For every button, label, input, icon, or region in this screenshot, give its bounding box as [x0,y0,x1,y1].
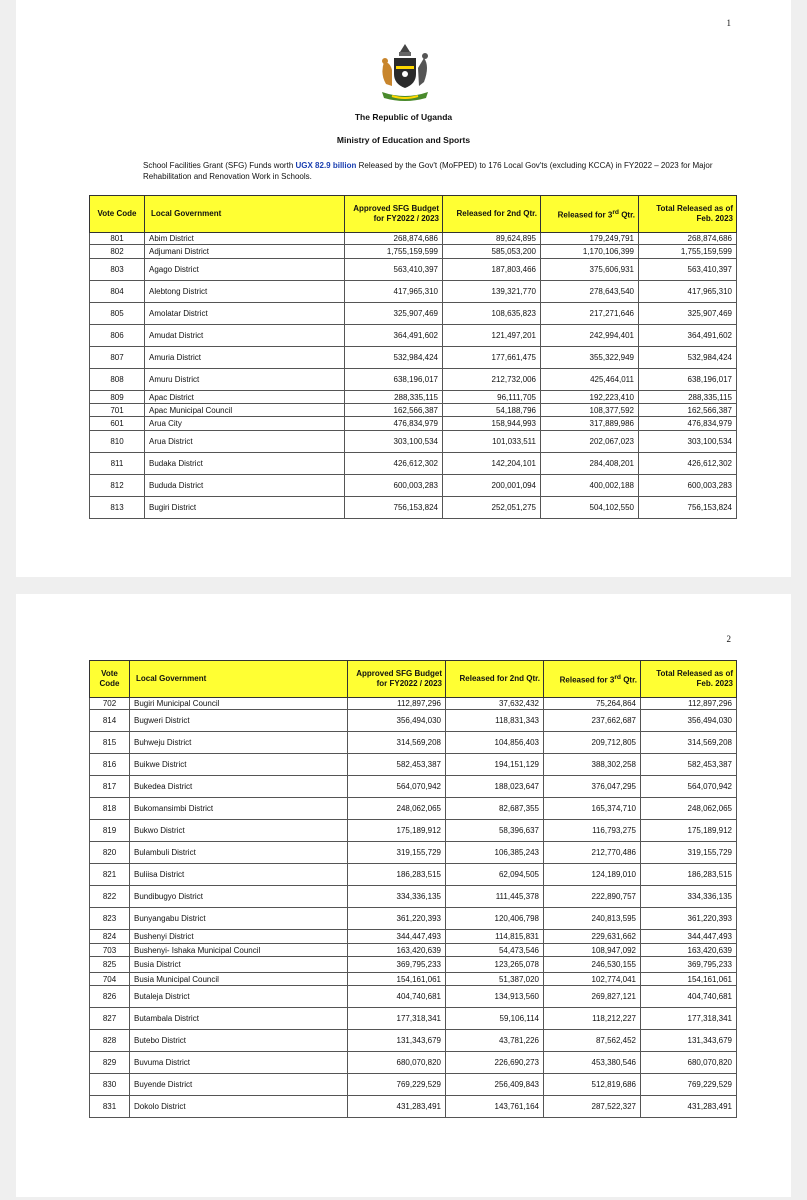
released-q3-cell: 400,002,188 [541,475,639,497]
local-government-cell: Bushenyi District [130,930,348,944]
table-row [90,391,737,404]
approved-budget-cell: 680,070,820 [348,1052,446,1074]
total-released-cell: 369,795,233 [641,957,737,973]
header-approved-budget: Approved SFG Budget for FY2022 / 2023 [348,661,446,698]
local-government-cell: Bukwo District [130,820,348,842]
header-approved-budget: Approved SFG Budget for FY2022 / 2023 [345,196,443,233]
approved-budget-cell: 268,874,686 [345,233,443,245]
total-released-cell: 334,336,135 [641,886,737,908]
approved-budget-cell: 248,062,065 [348,798,446,820]
vote-code-cell: 801 [90,233,145,245]
local-government-cell: Buyende District [130,1074,348,1096]
table-row [90,259,737,281]
table-row [90,453,737,475]
approved-budget-cell: 361,220,393 [348,908,446,930]
vote-code-cell: 702 [90,698,130,710]
released-q3-cell: 212,770,486 [544,842,641,864]
table-row [90,698,737,710]
approved-budget-cell: 756,153,824 [345,497,443,519]
local-government-cell: Buikwe District [130,754,348,776]
local-government-cell: Busia Municipal Council [130,973,348,986]
header-total-released: Total Released as of Feb. 2023 [639,196,737,233]
total-released-cell: 476,834,979 [639,417,737,431]
vote-code-cell: 825 [90,957,130,973]
sfg-table-page-1 [89,195,737,519]
approved-budget-cell: 186,283,515 [348,864,446,886]
released-q2-cell: 104,856,403 [446,732,544,754]
released-q3-cell: 108,377,592 [541,404,639,417]
vote-code-cell: 806 [90,325,145,347]
table-row [90,233,737,245]
vote-code-cell: 822 [90,886,130,908]
released-q3-cell: 102,774,041 [544,973,641,986]
local-government-cell: Agago District [145,259,345,281]
approved-budget-cell: 163,420,639 [348,944,446,957]
local-government-cell: Amolatar District [145,303,345,325]
total-released-cell: 431,283,491 [641,1096,737,1118]
local-government-cell: Bukedea District [130,776,348,798]
table-row [90,957,737,973]
released-q3-cell: 87,562,452 [544,1030,641,1052]
total-released-cell: 563,410,397 [639,259,737,281]
table-row [90,754,737,776]
table-row [90,497,737,519]
released-q2-cell: 121,497,201 [443,325,541,347]
vote-code-cell: 827 [90,1008,130,1030]
released-q3-cell: 284,408,201 [541,453,639,475]
total-released-cell: 638,196,017 [639,369,737,391]
total-released-cell: 186,283,515 [641,864,737,886]
vote-code-cell: 807 [90,347,145,369]
table-row [90,369,737,391]
released-q3-cell: 317,889,986 [541,417,639,431]
released-q3-cell: 209,712,805 [544,732,641,754]
released-q2-cell: 200,001,094 [443,475,541,497]
released-q3-cell: 375,606,931 [541,259,639,281]
released-q2-cell: 43,781,226 [446,1030,544,1052]
table-row [90,1074,737,1096]
total-released-cell: 163,420,639 [641,944,737,957]
vote-code-cell: 830 [90,1074,130,1096]
released-q2-cell: 139,321,770 [443,281,541,303]
vote-code-cell: 814 [90,710,130,732]
total-released-cell: 175,189,912 [641,820,737,842]
released-q3-cell: 229,631,662 [544,930,641,944]
released-q2-cell: 62,094,505 [446,864,544,886]
released-q3-cell: 202,067,023 [541,431,639,453]
released-q3-cell: 1,170,106,399 [541,245,639,259]
released-q2-cell: 37,632,432 [446,698,544,710]
local-government-cell: Budaka District [145,453,345,475]
table-row [90,245,737,259]
vote-code-cell: 812 [90,475,145,497]
table-row [90,908,737,930]
released-q2-cell: 252,051,275 [443,497,541,519]
republic-heading: The Republic of Uganda [354,112,453,122]
approved-budget-cell: 288,335,115 [345,391,443,404]
released-q2-cell: 54,188,796 [443,404,541,417]
intro-text-end: Released by the Gov't (MoFPED) to 176 Local Gov'ts (excluding KCCA) in FY2022 – 2023 for Major Rehabilitation and Renovation Work in Schools. [143,161,713,181]
released-q2-cell: 143,761,164 [446,1096,544,1118]
approved-budget-cell: 1,755,159,599 [345,245,443,259]
header-released-q2: Released for 2nd Qtr. [443,196,541,233]
local-government-cell: Bugiri District [145,497,345,519]
released-q3-cell: 246,530,155 [544,957,641,973]
table-row [90,1008,737,1030]
total-released-cell: 319,155,729 [641,842,737,864]
approved-budget-cell: 177,318,341 [348,1008,446,1030]
table-row [90,986,737,1008]
approved-budget-cell: 131,343,679 [348,1030,446,1052]
total-released-cell: 1,755,159,599 [639,245,737,259]
released-q3-cell: 217,271,646 [541,303,639,325]
table-body-page-2 [90,698,737,1118]
vote-code-cell: 704 [90,973,130,986]
vote-code-cell: 701 [90,404,145,417]
approved-budget-cell: 344,447,493 [348,930,446,944]
released-q2-cell: 134,913,560 [446,986,544,1008]
total-released-cell: 404,740,681 [641,986,737,1008]
approved-budget-cell: 356,494,030 [348,710,446,732]
approved-budget-cell: 476,834,979 [345,417,443,431]
table-header-row [90,661,737,698]
released-q3-cell: 242,994,401 [541,325,639,347]
vote-code-cell: 824 [90,930,130,944]
vote-code-cell: 828 [90,1030,130,1052]
released-q2-cell: 108,635,823 [443,303,541,325]
table-row [90,1052,737,1074]
total-released-cell: 325,907,469 [639,303,737,325]
table-row [90,347,737,369]
q3-label-end: Qtr. [620,675,637,685]
vote-code-cell: 805 [90,303,145,325]
vote-code-cell: 821 [90,864,130,886]
released-q2-cell: 256,409,843 [446,1074,544,1096]
q3-superscript: rd [614,673,621,681]
page-number: 1 [726,18,731,28]
released-q2-cell: 114,815,831 [446,930,544,944]
coat-of-arms-icon [370,40,440,106]
released-q3-cell: 222,890,757 [544,886,641,908]
local-government-cell: Butambala District [130,1008,348,1030]
total-released-cell: 532,984,424 [639,347,737,369]
total-released-cell: 131,343,679 [641,1030,737,1052]
released-q2-cell: 194,151,129 [446,754,544,776]
total-released-cell: 426,612,302 [639,453,737,475]
table-row [90,475,737,497]
total-released-cell: 288,335,115 [639,391,737,404]
released-q2-cell: 187,803,466 [443,259,541,281]
released-q2-cell: 118,831,343 [446,710,544,732]
local-government-cell: Dokolo District [130,1096,348,1118]
table-body-page-1 [90,233,737,519]
approved-budget-cell: 314,569,208 [348,732,446,754]
table-row [90,303,737,325]
header-vote-code: Vote Code [90,661,130,698]
released-q3-cell: 425,464,011 [541,369,639,391]
page-number: 2 [726,634,731,644]
q3-label: Released for 3 [557,210,613,220]
header-released-q3 [541,196,639,233]
released-q2-cell: 120,406,798 [446,908,544,930]
vote-code-cell: 831 [90,1096,130,1118]
released-q2-cell: 82,687,355 [446,798,544,820]
local-government-cell: Bulambuli District [130,842,348,864]
intro-text-start: School Facilities Grant (SFG) Funds worth [143,161,296,170]
approved-budget-cell: 532,984,424 [345,347,443,369]
released-q3-cell: 287,522,327 [544,1096,641,1118]
released-q2-cell: 188,023,647 [446,776,544,798]
approved-budget-cell: 638,196,017 [345,369,443,391]
local-government-cell: Buliisa District [130,864,348,886]
released-q3-cell: 237,662,687 [544,710,641,732]
vote-code-cell: 810 [90,431,145,453]
local-government-cell: Buvuma District [130,1052,348,1074]
table-row [90,732,737,754]
local-government-cell: Apac District [145,391,345,404]
local-government-cell: Butebo District [130,1030,348,1052]
total-released-cell: 303,100,534 [639,431,737,453]
local-government-cell: Arua District [145,431,345,453]
released-q2-cell: 585,053,200 [443,245,541,259]
local-government-cell: Arua City [145,417,345,431]
total-released-cell: 154,161,061 [641,973,737,986]
local-government-cell: Bushenyi- Ishaka Municipal Council [130,944,348,957]
local-government-cell: Bunyangabu District [130,908,348,930]
total-released-cell: 361,220,393 [641,908,737,930]
table-row [90,776,737,798]
approved-budget-cell: 600,003,283 [345,475,443,497]
local-government-cell: Adjumani District [145,245,345,259]
total-released-cell: 364,491,602 [639,325,737,347]
table-row [90,930,737,944]
released-q3-cell: 278,643,540 [541,281,639,303]
table-header-row [90,196,737,233]
q3-label: Released for 3 [559,675,615,685]
released-q3-cell: 269,827,121 [544,986,641,1008]
header-vote-code: Vote Code [90,196,145,233]
vote-code-cell: 703 [90,944,130,957]
approved-budget-cell: 769,229,529 [348,1074,446,1096]
released-q3-cell: 376,047,295 [544,776,641,798]
approved-budget-cell: 303,100,534 [345,431,443,453]
table-row [90,710,737,732]
released-q3-cell: 240,813,595 [544,908,641,930]
vote-code-cell: 829 [90,1052,130,1074]
released-q3-cell: 179,249,791 [541,233,639,245]
total-released-cell: 162,566,387 [639,404,737,417]
total-released-cell: 356,494,030 [641,710,737,732]
released-q3-cell: 192,223,410 [541,391,639,404]
local-government-cell: Apac Municipal Council [145,404,345,417]
table-row [90,864,737,886]
table-row [90,944,737,957]
table-row [90,820,737,842]
approved-budget-cell: 404,740,681 [348,986,446,1008]
vote-code-cell: 803 [90,259,145,281]
vote-code-cell: 819 [90,820,130,842]
header-local-government: Local Government [130,661,348,698]
released-q2-cell: 226,690,273 [446,1052,544,1074]
vote-code-cell: 817 [90,776,130,798]
released-q3-cell: 355,322,949 [541,347,639,369]
vote-code-cell: 811 [90,453,145,475]
vote-code-cell: 826 [90,986,130,1008]
local-government-cell: Bundibugyo District [130,886,348,908]
total-released-cell: 769,229,529 [641,1074,737,1096]
total-released-cell: 268,874,686 [639,233,737,245]
released-q3-cell: 124,189,010 [544,864,641,886]
vote-code-cell: 809 [90,391,145,404]
total-released-cell: 600,003,283 [639,475,737,497]
total-released-cell: 112,897,296 [641,698,737,710]
local-government-cell: Alebtong District [145,281,345,303]
released-q3-cell: 512,819,686 [544,1074,641,1096]
total-released-cell: 417,965,310 [639,281,737,303]
released-q3-cell: 165,374,710 [544,798,641,820]
vote-code-cell: 818 [90,798,130,820]
released-q2-cell: 101,033,511 [443,431,541,453]
released-q3-cell: 388,302,258 [544,754,641,776]
released-q3-cell: 116,793,275 [544,820,641,842]
vote-code-cell: 815 [90,732,130,754]
vote-code-cell: 804 [90,281,145,303]
total-released-cell: 314,569,208 [641,732,737,754]
table-row [90,431,737,453]
vote-code-cell: 808 [90,369,145,391]
vote-code-cell: 813 [90,497,145,519]
header-total-released: Total Released as of Feb. 2023 [641,661,737,698]
released-q2-cell: 177,661,475 [443,347,541,369]
local-government-cell: Bugiri Municipal Council [130,698,348,710]
vote-code-cell: 802 [90,245,145,259]
released-q3-cell: 75,264,864 [544,698,641,710]
table-row [90,404,737,417]
released-q2-cell: 111,445,378 [446,886,544,908]
released-q2-cell: 212,732,006 [443,369,541,391]
approved-budget-cell: 175,189,912 [348,820,446,842]
released-q2-cell: 54,473,546 [446,944,544,957]
total-released-cell: 564,070,942 [641,776,737,798]
intro-amount-highlight: UGX 82.9 billion [295,161,357,170]
local-government-cell: Amuria District [145,347,345,369]
table-row [90,886,737,908]
released-q3-cell: 118,212,227 [544,1008,641,1030]
document-page-1 [16,0,791,577]
table-row [90,973,737,986]
approved-budget-cell: 582,453,387 [348,754,446,776]
approved-budget-cell: 112,897,296 [348,698,446,710]
local-government-cell: Bududa District [145,475,345,497]
released-q2-cell: 58,396,637 [446,820,544,842]
table-row [90,798,737,820]
header-released-q3 [544,661,641,698]
local-government-cell: Bugweri District [130,710,348,732]
approved-budget-cell: 162,566,387 [345,404,443,417]
local-government-cell: Buhweju District [130,732,348,754]
released-q3-cell: 453,380,546 [544,1052,641,1074]
vote-code-cell: 601 [90,417,145,431]
sfg-table-page-2 [89,660,737,1118]
released-q2-cell: 96,111,705 [443,391,541,404]
local-government-cell: Amuru District [145,369,345,391]
approved-budget-cell: 426,612,302 [345,453,443,475]
total-released-cell: 344,447,493 [641,930,737,944]
released-q2-cell: 158,944,993 [443,417,541,431]
released-q2-cell: 106,385,243 [446,842,544,864]
local-government-cell: Abim District [145,233,345,245]
approved-budget-cell: 417,965,310 [345,281,443,303]
intro-paragraph [143,160,743,182]
q3-superscript: rd [612,208,619,216]
header-local-government: Local Government [145,196,345,233]
table-row [90,1096,737,1118]
total-released-cell: 680,070,820 [641,1052,737,1074]
vote-code-cell: 823 [90,908,130,930]
local-government-cell: Bukomansimbi District [130,798,348,820]
q3-label-end: Qtr. [618,210,635,220]
released-q3-cell: 504,102,550 [541,497,639,519]
header-released-q2: Released for 2nd Qtr. [446,661,544,698]
approved-budget-cell: 563,410,397 [345,259,443,281]
approved-budget-cell: 325,907,469 [345,303,443,325]
approved-budget-cell: 369,795,233 [348,957,446,973]
table-row [90,417,737,431]
approved-budget-cell: 334,336,135 [348,886,446,908]
vote-code-cell: 816 [90,754,130,776]
local-government-cell: Butaleja District [130,986,348,1008]
total-released-cell: 177,318,341 [641,1008,737,1030]
table-row [90,281,737,303]
released-q2-cell: 123,265,078 [446,957,544,973]
table-row [90,1030,737,1052]
total-released-cell: 248,062,065 [641,798,737,820]
local-government-cell: Busia District [130,957,348,973]
ministry-heading: Ministry of Education and Sports [336,135,471,145]
approved-budget-cell: 319,155,729 [348,842,446,864]
table-row [90,842,737,864]
approved-budget-cell: 564,070,942 [348,776,446,798]
released-q3-cell: 108,947,092 [544,944,641,957]
released-q2-cell: 142,204,101 [443,453,541,475]
total-released-cell: 756,153,824 [639,497,737,519]
released-q2-cell: 51,387,020 [446,973,544,986]
released-q2-cell: 59,106,114 [446,1008,544,1030]
approved-budget-cell: 364,491,602 [345,325,443,347]
released-q2-cell: 89,624,895 [443,233,541,245]
total-released-cell: 582,453,387 [641,754,737,776]
table-row [90,325,737,347]
vote-code-cell: 820 [90,842,130,864]
local-government-cell: Amudat District [145,325,345,347]
approved-budget-cell: 154,161,061 [348,973,446,986]
approved-budget-cell: 431,283,491 [348,1096,446,1118]
